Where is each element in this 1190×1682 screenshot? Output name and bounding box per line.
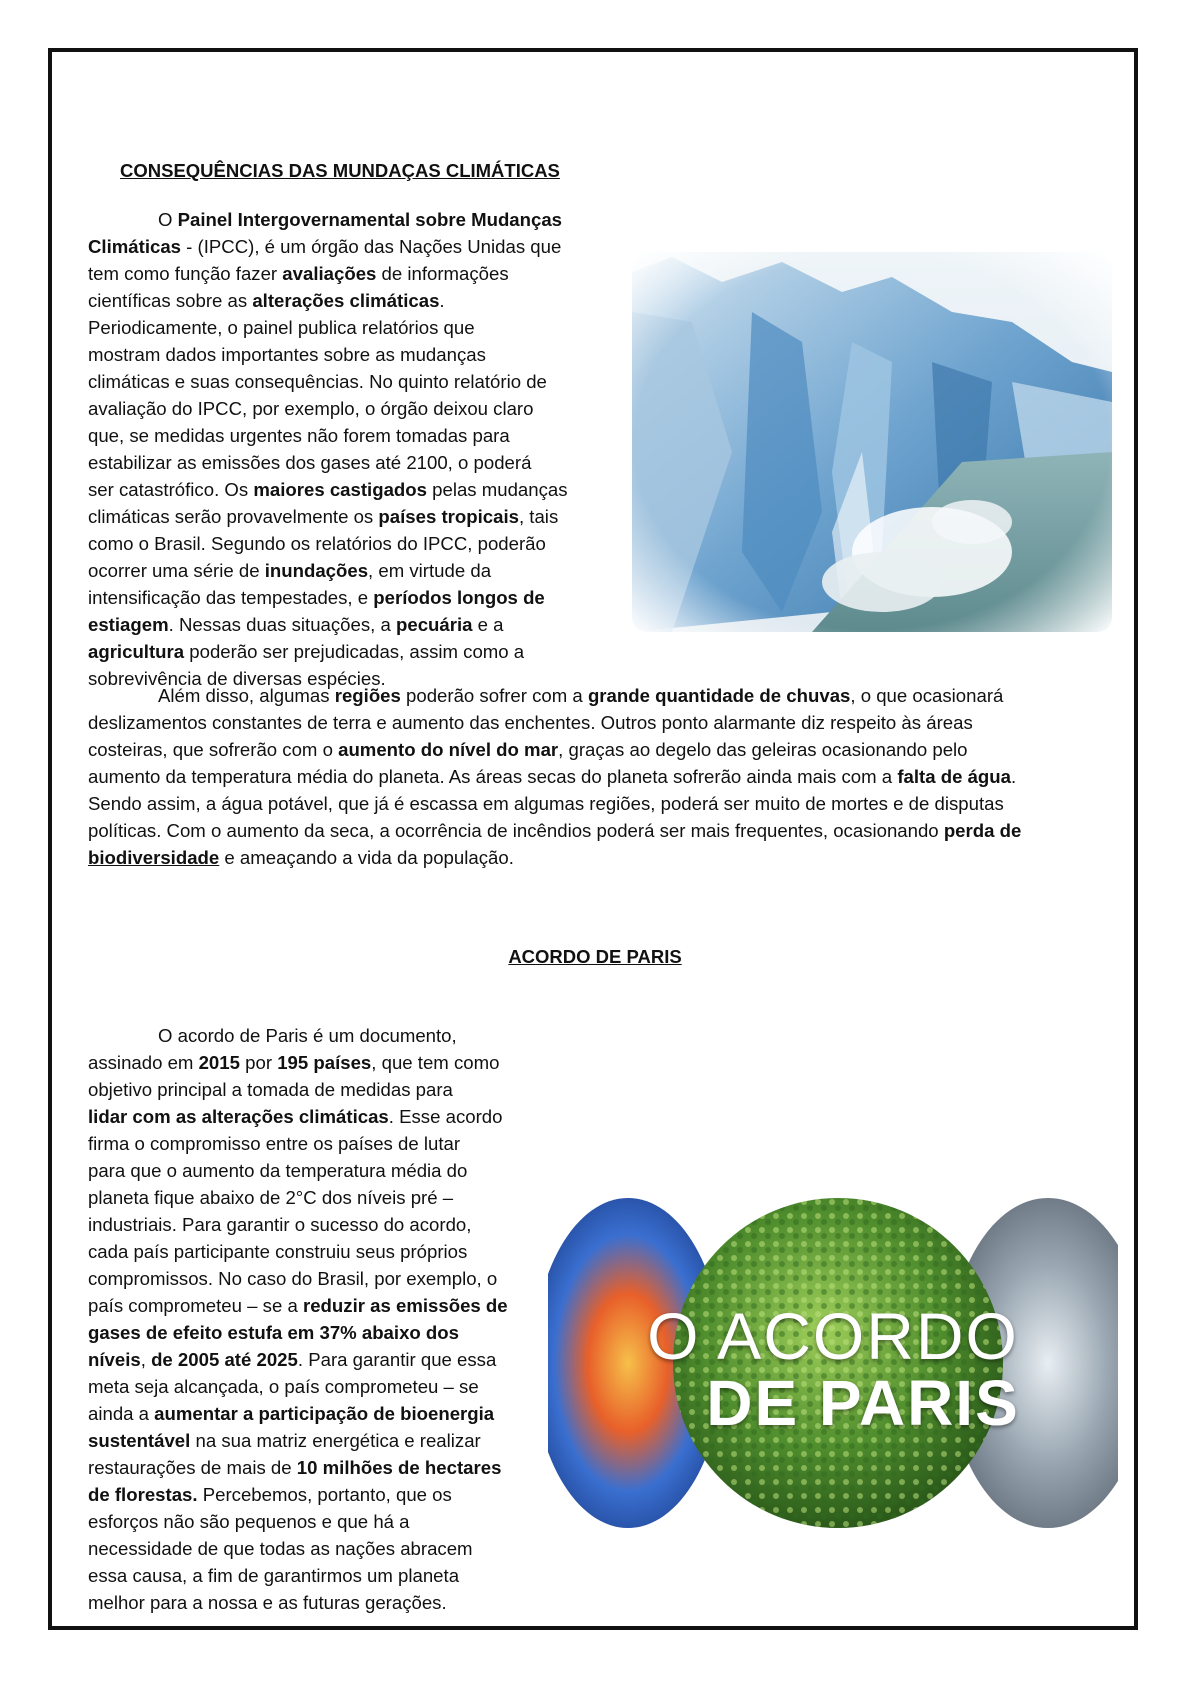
text-run: país comprometeu – se a (88, 1295, 303, 1316)
text-run: de 2005 até 2025 (151, 1349, 298, 1370)
text-line (88, 530, 588, 557)
text-run: reduzir as emissões de (302, 1295, 508, 1316)
paris-title-line1: O ACORDO (647, 1299, 1019, 1373)
text-run: , em virtude da (368, 560, 492, 581)
text-line (88, 584, 588, 611)
text-line (88, 557, 588, 584)
text-run: avaliação do IPCC, por exemplo, o órgão deixou claro (88, 398, 534, 419)
text-line (88, 1103, 528, 1130)
text-line (88, 817, 1104, 844)
text-run: - (IPCC), é um órgão das Nações Unidas que (181, 236, 562, 257)
text-run: meta seja alcançada, o país comprometeu – se (88, 1376, 479, 1397)
section-title-acordo: ACORDO DE PARIS (508, 946, 682, 967)
text-run: costeiras, que sofrerão com o (88, 739, 339, 760)
paris-title-line2: DE PARIS (706, 1367, 1020, 1439)
text-run: cada país participante construiu seus próprios (88, 1241, 468, 1262)
text-run: Percebemos, portanto, que os (197, 1484, 452, 1505)
text-line (88, 736, 1104, 763)
text-line (88, 1184, 528, 1211)
text-run: 10 milhões de hectares (296, 1457, 502, 1478)
text-run: poderão sofrer com a (400, 685, 588, 706)
text-line (88, 1049, 528, 1076)
text-run: por (239, 1052, 278, 1073)
text-line (88, 476, 588, 503)
text-run: aumento do nível do mar (338, 739, 559, 760)
text-run: , o que ocasionará (850, 685, 1004, 706)
text-run: poderão ser prejudicadas, assim como a (184, 641, 525, 662)
text-line (88, 1454, 528, 1481)
text-line (88, 709, 1104, 736)
text-run: aumentar a participação de bioenergia (154, 1403, 495, 1424)
text-line (88, 368, 588, 395)
text-run: ser catastrófico. Os (88, 479, 254, 500)
text-line (88, 1238, 528, 1265)
text-line (88, 1346, 528, 1373)
text-run: necessidade de que todas as nações abracem (88, 1538, 473, 1559)
text-run: científicas sobre as (88, 290, 253, 311)
text-run: O acordo de Paris é um documento, (158, 1025, 457, 1046)
text-run: O (158, 209, 178, 230)
text-run: . (439, 290, 445, 311)
text-line (88, 395, 588, 422)
text-run: , graças ao degelo das geleiras ocasionando pelo (558, 739, 968, 760)
text-run: como o Brasil. Segundo os relatórios do IPCC, poderão (88, 533, 546, 554)
paragraph-consequencias (88, 682, 1104, 871)
text-run: 2015 (198, 1052, 240, 1073)
acordo-de-paris-image (548, 1198, 1118, 1528)
text-line (88, 1535, 528, 1562)
text-run: lidar com as alterações climáticas (88, 1106, 389, 1127)
text-run: essa causa, a fim de garantirmos um planeta (88, 1565, 460, 1586)
text-line (88, 682, 1104, 709)
text-line (88, 1427, 528, 1454)
text-run: aumento da temperatura média do planeta. As áreas secas do planeta sofrerão ainda mais com a (88, 766, 898, 787)
text-line (88, 1400, 528, 1427)
text-line (88, 1130, 528, 1157)
text-run: compromissos. No caso do Brasil, por exemplo, o (88, 1268, 498, 1289)
text-run: industriais. Para garantir o sucesso do acordo, (88, 1214, 472, 1235)
text-run: deslizamentos constantes de terra e aumento das enchentes. Outros ponto alarmante diz respeito às áreas (88, 712, 973, 733)
text-run: Periodicamente, o painel publica relatórios que (88, 317, 475, 338)
text-line (88, 1319, 528, 1346)
text-run: inundações (264, 560, 369, 581)
text-line (88, 1508, 528, 1535)
text-line (88, 449, 588, 476)
text-run: climáticas serão provavelmente os (88, 506, 379, 527)
paragraph-acordo-paris (88, 1022, 528, 1616)
text-run: . Nessas duas situações, a (168, 614, 396, 635)
text-line (88, 341, 588, 368)
text-run: biodiversidade (88, 847, 220, 868)
text-run: regiões (334, 685, 401, 706)
text-line (88, 503, 588, 530)
text-line (88, 611, 588, 638)
text-run: restaurações de mais de (88, 1457, 297, 1478)
text-run: falta de água (897, 766, 1011, 787)
text-run: de informações (376, 263, 509, 284)
glacier-image (632, 252, 1112, 632)
text-run: Climáticas (88, 236, 182, 257)
text-run: objetivo principal a tomada de medidas para (88, 1079, 453, 1100)
text-run: planeta fique abaixo de 2°C dos níveis pré – (88, 1187, 454, 1208)
text-run: ocorrer uma série de (88, 560, 265, 581)
text-run: gases de efeito estufa em 37% abaixo dos (88, 1322, 459, 1343)
text-line (88, 233, 588, 260)
text-line (88, 1265, 528, 1292)
text-run: maiores castigados (253, 479, 427, 500)
text-run: países tropicais (378, 506, 519, 527)
text-run: perda de (943, 820, 1022, 841)
text-line (88, 763, 1104, 790)
paragraph-ipcc (88, 206, 588, 692)
text-run: Além disso, algumas (158, 685, 335, 706)
text-line (88, 638, 588, 665)
text-run: avaliações (282, 263, 377, 284)
text-run: assinado em (88, 1052, 199, 1073)
text-line (88, 422, 588, 449)
text-run: climáticas e suas consequências. No quinto relatório de (88, 371, 547, 392)
text-run: Sendo assim, a água potável, que já é escassa em algumas regiões, poderá ser muito de mortes e de disputas (88, 793, 1004, 814)
text-line (88, 287, 588, 314)
text-line (88, 1481, 528, 1508)
text-run: agricultura (88, 641, 185, 662)
text-run: sustentável (88, 1430, 191, 1451)
text-run: pecuária (396, 614, 473, 635)
text-run: , tais (518, 506, 559, 527)
text-line (88, 1562, 528, 1589)
text-line (88, 260, 588, 287)
text-run: e a (472, 614, 504, 635)
text-line (88, 790, 1104, 817)
text-run: de florestas. (88, 1484, 198, 1505)
text-run: . Para garantir que essa (297, 1349, 497, 1370)
text-line (88, 1211, 528, 1238)
text-run: que, se medidas urgentes não forem tomadas para (88, 425, 510, 446)
text-run: alterações climáticas (252, 290, 440, 311)
text-run: 195 países (277, 1052, 372, 1073)
text-run: grande quantidade de chuvas (587, 685, 851, 706)
text-run: na sua matriz energética e realizar (190, 1430, 481, 1451)
text-line (88, 1157, 528, 1184)
text-run: ainda a (88, 1403, 155, 1424)
text-line (88, 314, 588, 341)
text-run: estabilizar as emissões dos gases até 2100, o poderá (88, 452, 532, 473)
text-line (88, 206, 588, 233)
text-run: pelas mudanças (426, 479, 568, 500)
text-line (88, 1022, 528, 1049)
text-run: e ameaçando a vida da população. (219, 847, 514, 868)
text-run: mostram dados importantes sobre as mudanças (88, 344, 486, 365)
text-run: esforços não são pequenos e que há a (88, 1511, 410, 1532)
text-line (88, 844, 1104, 871)
text-run: intensificação das tempestades, e (88, 587, 374, 608)
text-line (88, 1076, 528, 1103)
text-run: estiagem (88, 614, 169, 635)
text-run: . (1010, 766, 1017, 787)
text-run: para que o aumento da temperatura média do (88, 1160, 468, 1181)
text-run: níveis (88, 1349, 141, 1370)
text-run: firma o compromisso entre os países de lutar (88, 1133, 461, 1154)
text-run: períodos longos de (373, 587, 545, 608)
text-run: tem como função fazer (88, 263, 283, 284)
text-run: sobrevivência de diversas espécies. (88, 668, 386, 689)
text-run: Painel Intergovernamental sobre Mudanças (177, 209, 563, 230)
text-run: . Esse acordo (388, 1106, 503, 1127)
text-run: melhor para a nossa e as futuras gerações. (88, 1592, 447, 1613)
section-title-consequencias: CONSEQUÊNCIAS DAS MUNDAÇAS CLIMÁTICAS (120, 160, 560, 181)
text-line (88, 1373, 528, 1400)
text-run: políticas. Com o aumento da seca, a ocorrência de incêndios poderá ser mais frequentes, ocasionando (88, 820, 944, 841)
text-run: , (140, 1349, 152, 1370)
text-line (88, 1589, 528, 1616)
text-line (88, 1292, 528, 1319)
text-run: , que tem como (371, 1052, 500, 1073)
